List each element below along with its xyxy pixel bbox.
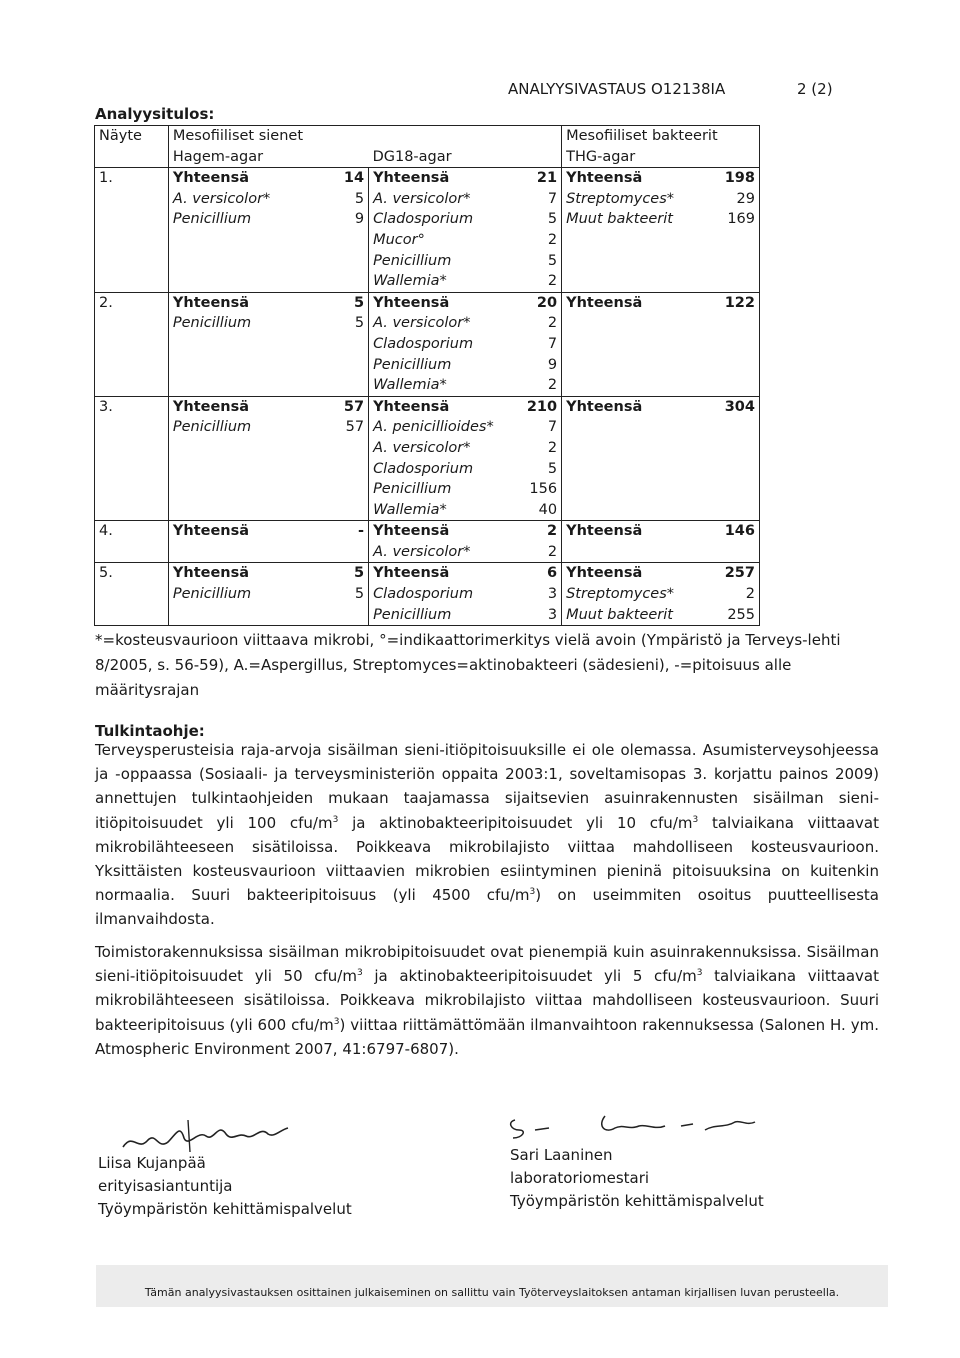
thg-organism: Muut bakteerit bbox=[562, 605, 710, 626]
thg-count: 304 bbox=[709, 396, 759, 417]
dg18-organism: Cladosporium bbox=[369, 334, 518, 355]
sample-cell bbox=[95, 605, 169, 626]
thg-organism bbox=[562, 479, 710, 500]
dg18-organism: A. versicolor* bbox=[369, 542, 518, 563]
table-row bbox=[95, 605, 760, 626]
report-reference: ANALYYSIVASTAUS O12138IA bbox=[508, 80, 726, 98]
thg-count: 255 bbox=[709, 605, 759, 626]
table-row bbox=[95, 313, 760, 334]
thg-organism bbox=[562, 334, 710, 355]
sample-cell: 2. bbox=[95, 292, 169, 313]
thg-count: 2 bbox=[709, 584, 759, 605]
dg18-count: 2 bbox=[518, 542, 562, 563]
dg18-organism: Penicillium bbox=[369, 355, 518, 376]
interpretation-title: Tulkintaohje: bbox=[95, 722, 205, 740]
sample-cell bbox=[95, 542, 169, 563]
thg-organism: Streptomyces* bbox=[562, 584, 710, 605]
col-header-fungi: Mesofiiliset sienet bbox=[168, 126, 368, 147]
hagem-organism: Yhteensä bbox=[172, 565, 250, 582]
dg18-organism: A. versicolor* bbox=[369, 189, 518, 210]
sample-cell bbox=[95, 251, 169, 272]
hagem-count: 57 bbox=[345, 419, 365, 436]
dg18-count: 5 bbox=[547, 460, 558, 477]
sample-cell bbox=[95, 209, 169, 230]
thg-count: 257 bbox=[709, 563, 759, 584]
hagem-count: 5 bbox=[354, 190, 365, 207]
dg18-organism: Penicillium bbox=[369, 605, 518, 626]
thg-organism bbox=[562, 355, 710, 376]
hagem-organism: Yhteensä bbox=[172, 170, 250, 187]
sample-cell bbox=[95, 271, 169, 292]
table-row bbox=[95, 168, 760, 189]
hagem-count bbox=[335, 479, 368, 500]
thg-organism bbox=[562, 375, 710, 396]
thg-count bbox=[709, 459, 759, 480]
section-title: Analyysitulos: bbox=[95, 105, 215, 123]
hagem-organism: Yhteensä bbox=[172, 398, 250, 415]
hagem-organism bbox=[168, 230, 335, 251]
hagem-organism bbox=[168, 375, 335, 396]
medium-hagem: Hagem-agar bbox=[168, 147, 368, 168]
hagem-count bbox=[335, 605, 368, 626]
thg-count bbox=[709, 355, 759, 376]
hagem-count: 57 bbox=[343, 398, 365, 415]
dg18-count: 5 bbox=[547, 252, 558, 269]
hagem-organism bbox=[168, 251, 335, 272]
hagem-organism bbox=[168, 605, 335, 626]
hagem-organism: Penicillium bbox=[172, 211, 252, 228]
thg-count: 146 bbox=[709, 521, 759, 542]
hagem-organism: Penicillium bbox=[172, 315, 252, 332]
dg18-organism: A. versicolor* bbox=[369, 313, 518, 334]
hagem-count bbox=[335, 355, 368, 376]
dg18-count: 7 bbox=[547, 335, 558, 352]
thg-organism bbox=[562, 417, 710, 438]
dg18-organism: A. versicolor* bbox=[369, 438, 518, 459]
table-row bbox=[95, 417, 760, 438]
thg-organism bbox=[562, 313, 710, 334]
table-row bbox=[95, 521, 760, 542]
sample-cell: 1. bbox=[95, 168, 169, 189]
thg-count bbox=[709, 500, 759, 521]
thg-organism: Streptomyces* bbox=[562, 189, 710, 210]
sample-cell bbox=[95, 334, 169, 355]
hagem-count bbox=[335, 542, 368, 563]
thg-organism: Yhteensä bbox=[562, 168, 710, 189]
sample-cell: 3. bbox=[95, 396, 169, 417]
thg-organism: Yhteensä bbox=[562, 396, 710, 417]
hagem-organism: Yhteensä bbox=[172, 523, 250, 540]
table-row bbox=[95, 438, 760, 459]
table-row bbox=[95, 189, 760, 210]
hagem-organism bbox=[168, 459, 335, 480]
col-header-bacteria: Mesofiiliset bakteerit bbox=[562, 126, 760, 147]
dg18-count: 40 bbox=[518, 500, 562, 521]
sample-cell: 5. bbox=[95, 563, 169, 584]
hagem-organism: Penicillium bbox=[172, 419, 252, 436]
thg-count bbox=[709, 542, 759, 563]
table-row bbox=[95, 251, 760, 272]
thg-count bbox=[709, 334, 759, 355]
dg18-organism: Wallemia* bbox=[369, 271, 518, 292]
hagem-organism: A. versicolor* bbox=[172, 190, 271, 207]
col-header-sample: Näyte bbox=[95, 126, 169, 147]
dg18-count: 3 bbox=[518, 605, 562, 626]
dg18-count: 7 bbox=[547, 419, 558, 436]
sample-cell: 4. bbox=[95, 521, 169, 542]
sample-cell bbox=[95, 417, 169, 438]
table-row bbox=[95, 209, 760, 230]
table-row bbox=[95, 230, 760, 251]
dg18-count: 2 bbox=[518, 375, 562, 396]
sample-cell bbox=[95, 438, 169, 459]
hagem-count: 5 bbox=[354, 586, 365, 603]
signer-name: Sari Laaninen bbox=[510, 1146, 613, 1164]
dg18-count: 2 bbox=[547, 523, 558, 540]
thg-count: 169 bbox=[709, 209, 759, 230]
hagem-count bbox=[335, 271, 368, 292]
table-row bbox=[95, 396, 760, 417]
signer-unit: Työympäristön kehittämispalvelut bbox=[98, 1200, 352, 1218]
sample-cell bbox=[95, 313, 169, 334]
dg18-organism: A. penicillioides* bbox=[369, 417, 518, 438]
hagem-count: 9 bbox=[354, 211, 365, 228]
dg18-organism: Yhteensä bbox=[369, 563, 518, 584]
hagem-count bbox=[335, 230, 368, 251]
dg18-count: 2 bbox=[547, 439, 558, 456]
dg18-organism: Wallemia* bbox=[369, 375, 518, 396]
dg18-organism: Yhteensä bbox=[369, 396, 518, 417]
hagem-count: - bbox=[358, 523, 365, 540]
thg-count bbox=[709, 438, 759, 459]
dg18-count: 20 bbox=[536, 294, 558, 311]
signature-block-left bbox=[98, 1110, 352, 1221]
signer-unit: Työympäristön kehittämispalvelut bbox=[510, 1192, 764, 1210]
hagem-count bbox=[335, 375, 368, 396]
thg-organism: Yhteensä bbox=[562, 521, 710, 542]
thg-organism bbox=[562, 230, 710, 251]
page-number: 2 (2) bbox=[797, 80, 833, 98]
sample-cell bbox=[95, 479, 169, 500]
thg-organism: Yhteensä bbox=[562, 563, 710, 584]
sample-cell bbox=[95, 584, 169, 605]
dg18-count: 156 bbox=[529, 481, 558, 498]
hagem-count bbox=[335, 334, 368, 355]
table-row bbox=[95, 334, 760, 355]
thg-organism bbox=[562, 271, 710, 292]
dg18-organism: Yhteensä bbox=[369, 521, 518, 542]
interpretation-paragraph-1: Terveysperusteisia raja-arvoja sisäilman sieni-itiöpitoisuuksille ei ole olemassa. Asumisterveysohjeessa ja -oppaassa (Sosiaali- ja terveysministeriön oppaita 2003:1, soveltamisopas 3. korjattu painos 2009) annettujen tulkintaohjeiden mukaan taajamassa sijaitsevien asuinrakennusten sisäilman sieni-itiöpitoisuudet yli 100 cfu/$m^3$ ja aktinobakteeripitoisuudet yli 10 cfu/$m^3$ talviaikana viittaavat mikrobilähteeseen sisätiloissa. Poikkeava mikrobilajisto viittaa mahdolliseen kosteusvaurioon. Yksittäisten kosteusvaurioon viittaavien mikrobien esiintyminen pieninä pitoisuuksina on kuitenkin normaalia. Suuri bakteeripitoisuus (yli 4500 cfu/$m^3$) on useimmiten osoitus puutteellisesta ilmanvaihdosta. bbox=[95, 741, 879, 929]
hagem-count: 5 bbox=[353, 565, 365, 582]
thg-organism: Muut bakteerit bbox=[562, 209, 710, 230]
table-row bbox=[95, 479, 760, 500]
dg18-organism: Wallemia* bbox=[369, 500, 518, 521]
dg18-count: 210 bbox=[526, 398, 558, 415]
dg18-count: 3 bbox=[547, 586, 558, 603]
dg18-count: 6 bbox=[547, 565, 558, 582]
table-row bbox=[95, 292, 760, 313]
table-row bbox=[95, 542, 760, 563]
hagem-organism bbox=[168, 271, 335, 292]
sample-cell bbox=[95, 459, 169, 480]
thg-count: 29 bbox=[709, 189, 759, 210]
dg18-count: 7 bbox=[547, 190, 558, 207]
hagem-organism bbox=[168, 500, 335, 521]
signer-title: erityisasiantuntija bbox=[98, 1177, 233, 1195]
thg-organism bbox=[562, 542, 710, 563]
dg18-organism: Cladosporium bbox=[369, 584, 518, 605]
hagem-count bbox=[335, 500, 368, 521]
hagem-organism bbox=[168, 438, 335, 459]
medium-dg18: DG18-agar bbox=[369, 147, 562, 168]
dg18-count: 2 bbox=[518, 271, 562, 292]
footnote: *=kosteusvaurioon viittaava mikrobi, °=indikaattorimerkitys vielä avoin (Ympäristö ja Terveys-lehti 8/2005, s. 56-59), A.=Aspergillus, Streptomyces=aktinobakteeri (sädesieni), -=pitoisuus alle määritysrajan bbox=[95, 631, 841, 699]
dg18-organism: Mucor° bbox=[369, 230, 518, 251]
hagem-organism: Yhteensä bbox=[172, 294, 250, 311]
table-row bbox=[95, 563, 760, 584]
dg18-count: 9 bbox=[547, 356, 558, 373]
table-row bbox=[95, 375, 760, 396]
hagem-count: 5 bbox=[353, 294, 365, 311]
dg18-organism: Yhteensä bbox=[369, 168, 518, 189]
table-row bbox=[95, 584, 760, 605]
hagem-organism bbox=[168, 334, 335, 355]
interpretation-paragraph-2: Toimistorakennuksissa sisäilman mikrobipitoisuudet ovat pienempiä kuin asuinrakennuksissa. Sisäilman sieni-itiöpitoisuudet yli 50 cfu/$m^3$ ja aktinobakteeripitoisuudet yli 5 cfu/$m^3$ talviaikana viittaavat mikrobilähteeseen sisätiloissa. Poikkeava mikrobilajisto viittaa mahdolliseen kosteusvaurioon. Suuri bakteeripitoisuus (yli 600 cfu/$m^3$) viittaa riittämättömään ilmanvaihtoon rakennuksessa (Salonen H. ym. Atmospheric Environment 2007, 41:6797-6807). bbox=[95, 943, 879, 1058]
thg-organism bbox=[562, 500, 710, 521]
dg18-count: 21 bbox=[536, 170, 558, 187]
hagem-organism bbox=[168, 355, 335, 376]
thg-count bbox=[709, 271, 759, 292]
hagem-organism bbox=[168, 479, 335, 500]
thg-organism bbox=[562, 459, 710, 480]
hagem-organism bbox=[168, 542, 335, 563]
signer-title: laboratoriomestari bbox=[510, 1169, 650, 1187]
table-row bbox=[95, 271, 760, 292]
table-row bbox=[95, 459, 760, 480]
thg-count bbox=[709, 313, 759, 334]
thg-count bbox=[709, 230, 759, 251]
sample-cell bbox=[95, 355, 169, 376]
sample-cell bbox=[95, 500, 169, 521]
thg-count bbox=[709, 417, 759, 438]
hagem-count: 14 bbox=[343, 170, 365, 187]
hagem-count bbox=[335, 459, 368, 480]
thg-count bbox=[709, 251, 759, 272]
dg18-organism: Penicillium bbox=[369, 251, 518, 272]
dg18-organism: Cladosporium bbox=[369, 209, 518, 230]
thg-count: 122 bbox=[709, 292, 759, 313]
thg-count bbox=[709, 479, 759, 500]
sample-cell bbox=[95, 375, 169, 396]
thg-organism bbox=[562, 438, 710, 459]
hagem-organism: Penicillium bbox=[172, 586, 252, 603]
dg18-count: 5 bbox=[547, 211, 558, 228]
thg-count: 198 bbox=[709, 168, 759, 189]
sample-cell bbox=[95, 230, 169, 251]
thg-organism bbox=[562, 251, 710, 272]
dg18-organism: Cladosporium bbox=[369, 459, 518, 480]
dg18-organism: Yhteensä bbox=[369, 292, 518, 313]
dg18-count: 2 bbox=[547, 315, 558, 332]
table-row bbox=[95, 500, 760, 521]
sample-cell bbox=[95, 189, 169, 210]
hagem-count: 5 bbox=[354, 315, 365, 332]
medium-thg: THG-agar bbox=[562, 147, 760, 168]
signer-name: Liisa Kujanpää bbox=[98, 1154, 206, 1172]
dg18-count: 2 bbox=[547, 231, 558, 248]
dg18-organism: Penicillium bbox=[369, 479, 518, 500]
footer-notice: Tämän analyysivastauksen osittainen julkaiseminen on sallittu vain Työterveyslaitoksen antaman kirjallisen luvan perusteella. bbox=[96, 1265, 888, 1307]
table-row bbox=[95, 355, 760, 376]
signature-block-right bbox=[510, 1110, 764, 1213]
hagem-count bbox=[335, 438, 368, 459]
hagem-count bbox=[335, 251, 368, 272]
results-table bbox=[94, 125, 760, 626]
thg-count bbox=[709, 375, 759, 396]
thg-organism: Yhteensä bbox=[562, 292, 710, 313]
